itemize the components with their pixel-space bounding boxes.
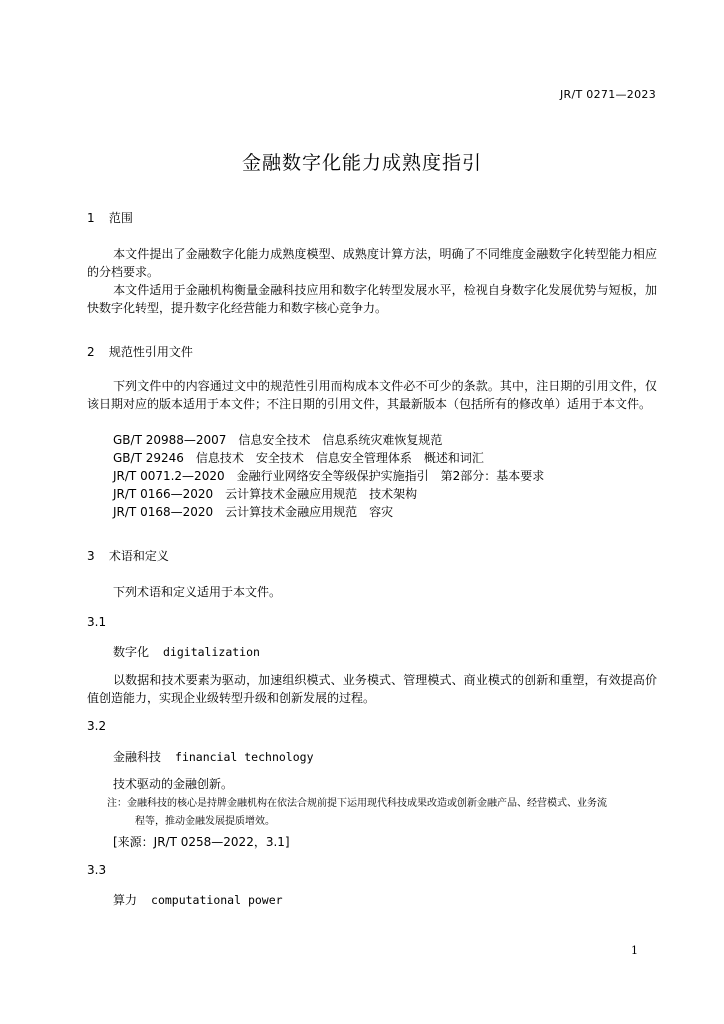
term-3-2-note xyxy=(107,795,662,831)
term-3-2-number: 3.2 xyxy=(87,719,107,733)
section-number: 2 xyxy=(87,345,95,359)
section-title: 规范性引用文件 xyxy=(108,345,193,359)
reference-item: JR/T 0166—2020 云计算技术金融应用规范 技术架构 xyxy=(113,487,418,501)
term-chinese: 数字化 xyxy=(113,645,150,659)
section-2-paragraph-1 xyxy=(87,377,657,413)
term-english: digitalization xyxy=(163,645,260,659)
section-3-heading xyxy=(87,547,169,564)
term-3-2-definition: 技术驱动的金融创新。 xyxy=(113,777,234,791)
section-2-heading xyxy=(87,343,193,360)
note-line: 程等，推动金融发展提质增效。 xyxy=(135,816,275,827)
reference-item: GB/T 20988—2007 信息安全技术 信息系统灾难恢复规范 xyxy=(113,433,443,447)
term-chinese: 金融科技 xyxy=(113,750,162,764)
paragraph-text: 以数据和技术要素为驱动，加速组织模式、业务模式、管理模式、商业模式的创新和重塑，有效提高价值创造能力，实现企业级转型升级和创新发展的过程。 xyxy=(87,673,657,705)
term-english: computational power xyxy=(151,893,283,907)
term-english: financial technology xyxy=(175,750,314,764)
note-line: 注：金融科技的核心是持牌金融机构在依法合规前提下运用现代科技成果改造或创新金融产品、经营模式、业务流 xyxy=(107,798,607,809)
section-title: 术语和定义 xyxy=(108,549,169,563)
section-number: 1 xyxy=(87,211,95,225)
paragraph-text: 下列文件中的内容通过文中的规范性引用而构成本文件必不可少的条款。其中，注日期的引用文件，仅该日期对应的版本适用于本文件；不注日期的引用文件，其最新版本（包括所有的修改单）适用于本文件。 xyxy=(87,379,657,411)
term-3-1-number: 3.1 xyxy=(87,615,107,629)
term-3-1-heading xyxy=(113,643,260,660)
reference-item: GB/T 29246 信息技术 安全技术 信息安全管理体系 概述和词汇 xyxy=(113,451,484,465)
term-chinese: 算力 xyxy=(113,893,138,907)
reference-item: JR/T 0168—2020 云计算技术金融应用规范 容灾 xyxy=(113,505,394,519)
standard-code: JR/T 0271—2023 xyxy=(560,88,656,101)
section-1-heading xyxy=(87,209,133,226)
page-number: 1 xyxy=(631,944,638,957)
reference-item: JR/T 0071.2—2020 金融行业网络安全等级保护实施指引 第2部分：基本要求 xyxy=(113,469,545,483)
paragraph-text: 本文件提出了金融数字化能力成熟度模型、成熟度计算方法，明确了不同维度金融数字化转型能力相应的分档要求。 xyxy=(87,247,657,279)
term-3-3-number: 3.3 xyxy=(87,863,107,877)
term-3-2-source: [来源：JR/T 0258—2022，3.1] xyxy=(113,835,290,849)
section-number: 3 xyxy=(87,549,95,563)
term-3-1-definition xyxy=(87,671,657,707)
section-3-paragraph-1 xyxy=(87,583,657,601)
term-3-2-heading xyxy=(113,748,314,765)
section-1-paragraph-2 xyxy=(87,281,657,317)
paragraph-text: 本文件适用于金融机构衡量金融科技应用和数字化转型发展水平，检视自身数字化发展优势与短板，加快数字化转型，提升数字化经营能力和数字核心竞争力。 xyxy=(87,283,657,315)
paragraph-text: 下列术语和定义适用于本文件。 xyxy=(113,585,282,599)
document-title: 金融数字化能力成熟度指引 xyxy=(241,152,482,174)
term-3-3-heading xyxy=(113,891,283,908)
section-1-paragraph-1 xyxy=(87,245,657,281)
section-title: 范围 xyxy=(108,211,133,225)
